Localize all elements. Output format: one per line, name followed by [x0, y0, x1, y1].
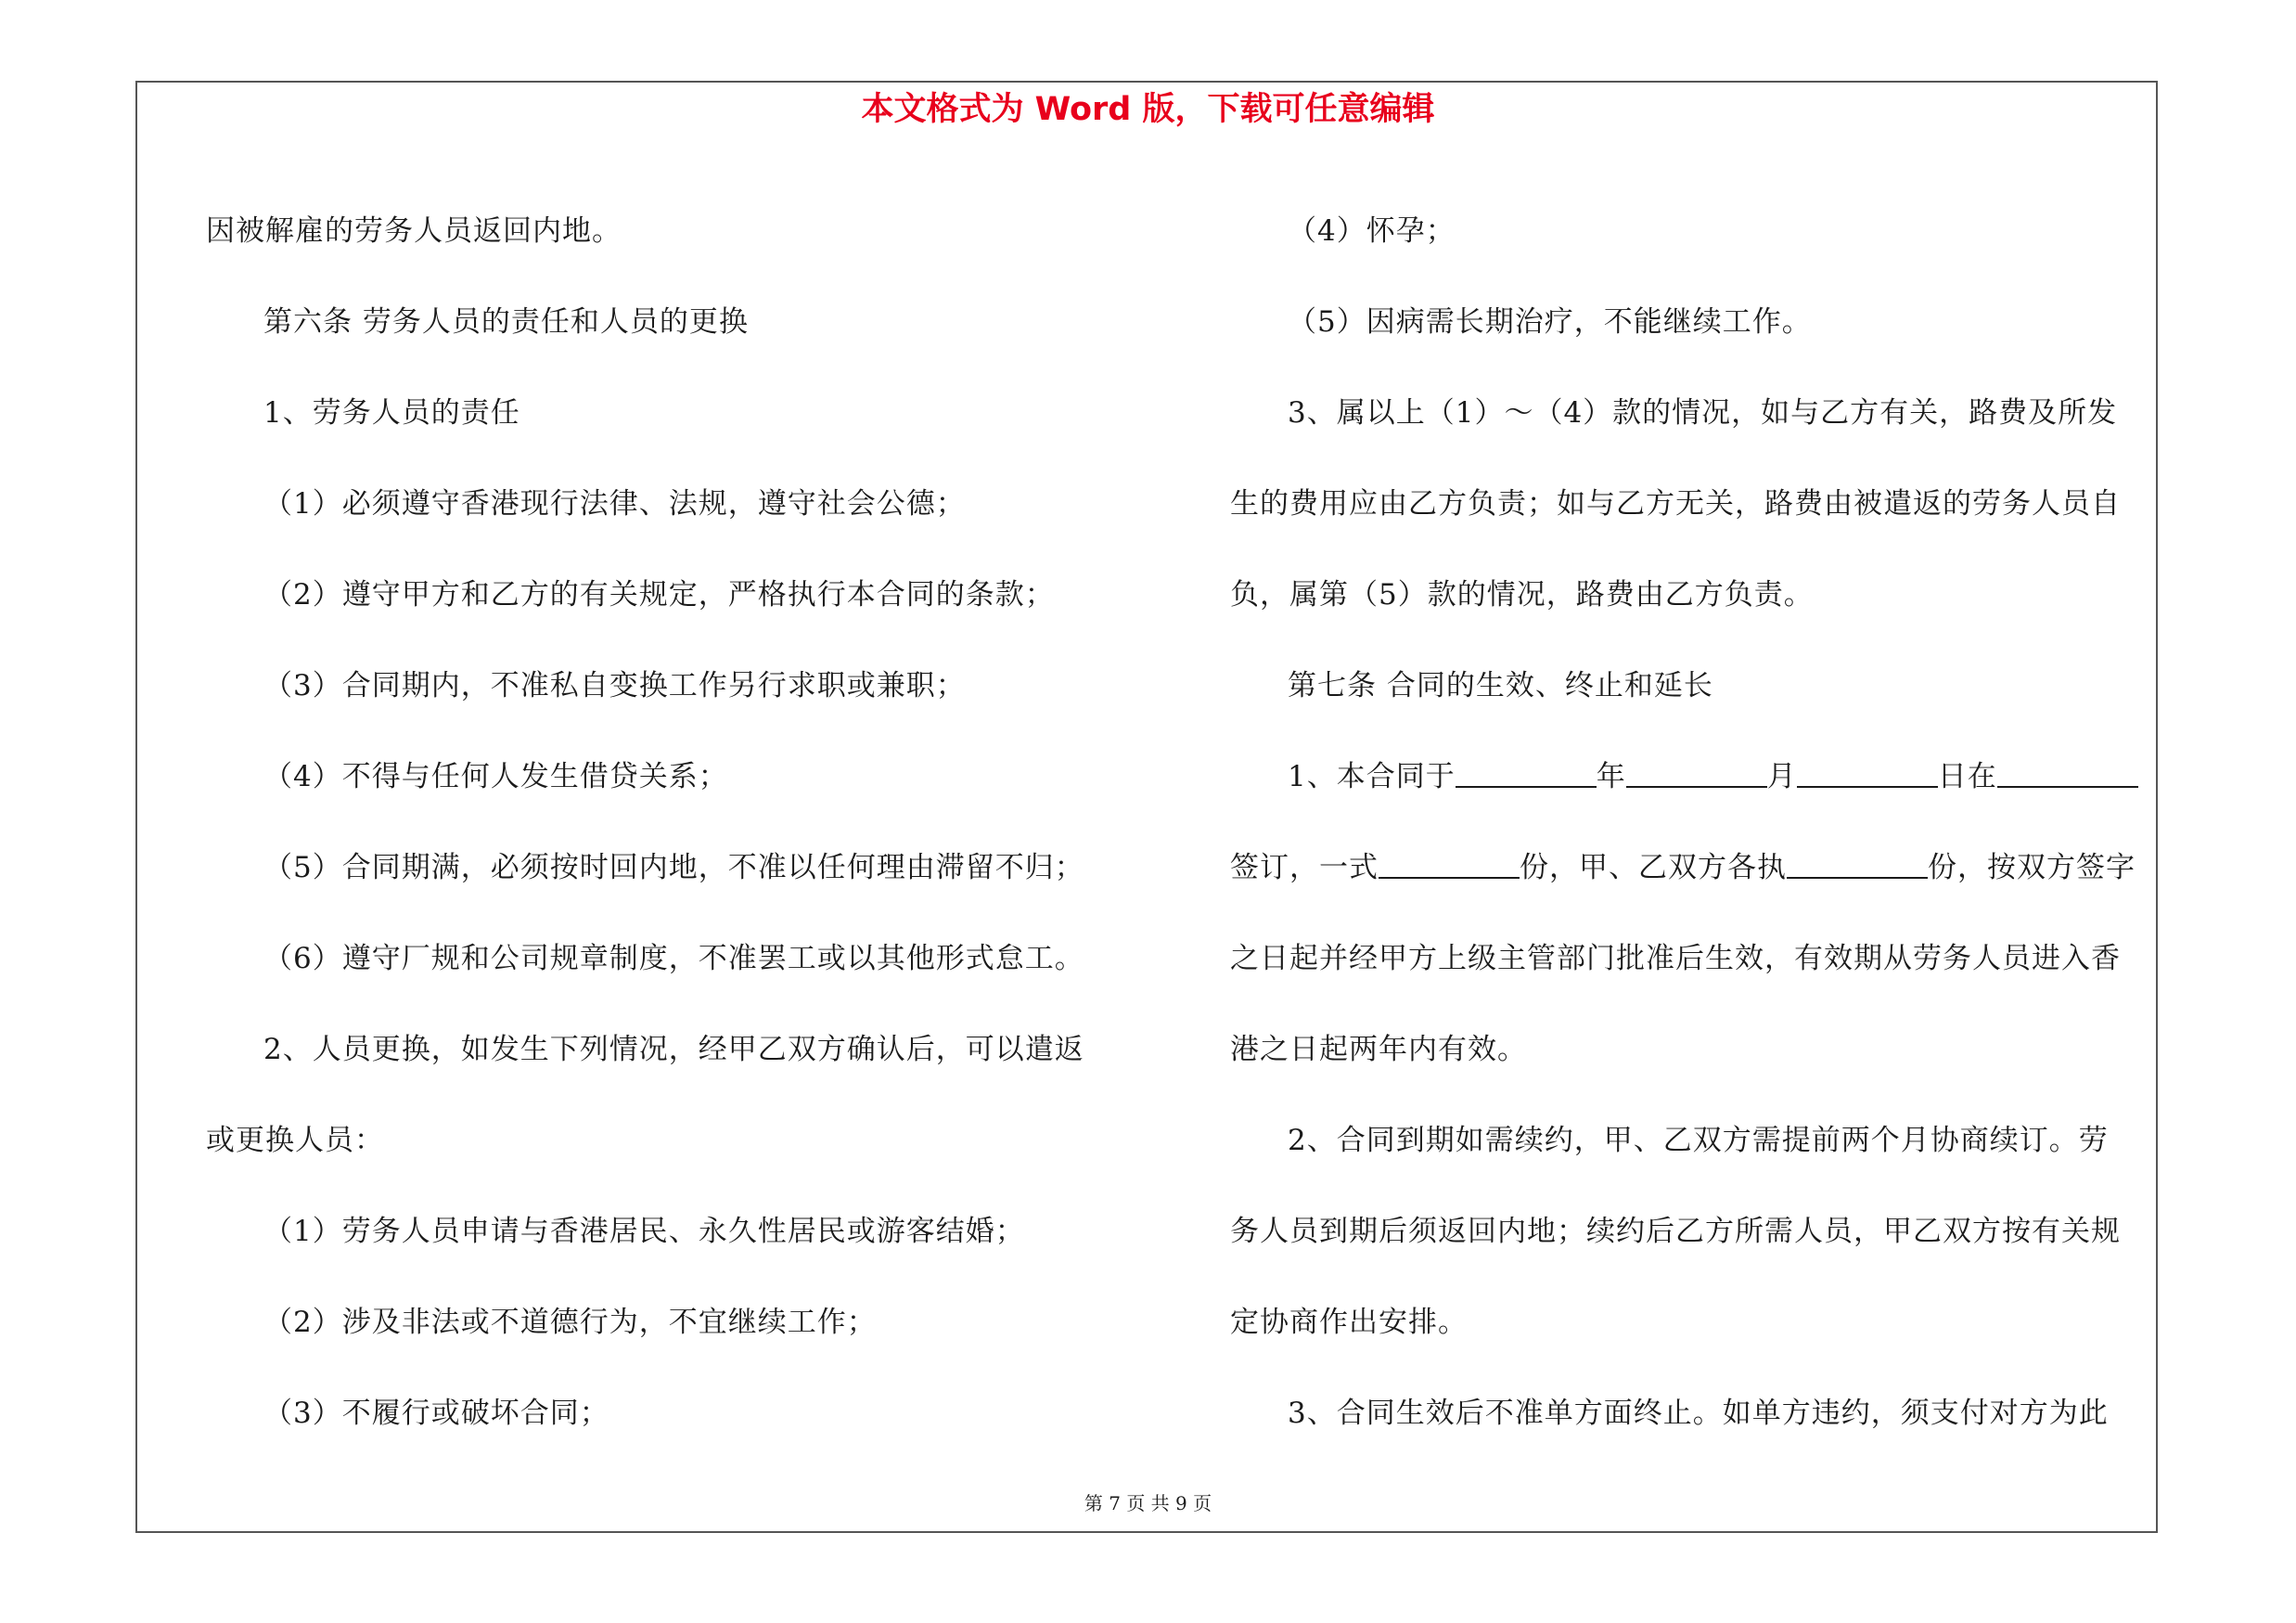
section-heading: 第七条 合同的生效、终止和延长 [1288, 669, 1713, 702]
copies-middle: 份，甲、乙双方各执 [1520, 851, 1787, 884]
paragraph-line: 或更换人员： [206, 1124, 384, 1157]
list-item: （2）遵守甲方和乙方的有关规定，严格执行本合同的条款； [263, 578, 1055, 612]
copies-blank [1379, 851, 1520, 879]
year-blank [1456, 760, 1597, 788]
paragraph-line: 3、属以上（1）～（4）款的情况，如与乙方有关，路费及所发 [1288, 396, 2118, 430]
sign-date-line [1230, 731, 2150, 822]
list-item: （3）不履行或破坏合同； [263, 1397, 609, 1430]
copies-prefix: 签订，一式 [1230, 851, 1379, 884]
list-item: （4）怀孕； [1288, 214, 1456, 248]
paragraph-line: 港之日起两年内有效。 [1230, 1033, 1527, 1066]
month-label: 月 [1766, 760, 1797, 793]
paragraph-line: 2、合同到期如需续约，甲、乙双方需提前两个月协商续订。劳 [1288, 1124, 2109, 1157]
copies-line [1230, 822, 2150, 913]
list-item: （6）遵守厂规和公司规章制度，不准罢工或以其他形式怠工。 [263, 942, 1084, 975]
list-item: （4）不得与任何人发生借贷关系； [263, 760, 728, 793]
list-item: （3）合同期内，不准私自变换工作另行求职或兼职； [263, 669, 966, 702]
day-at-label: 日在 [1937, 760, 1997, 793]
year-label: 年 [1596, 760, 1626, 793]
each-copies-blank [1787, 851, 1928, 879]
paragraph-line: 负，属第（5）款的情况，路费由乙方负责。 [1230, 578, 1814, 612]
copies-suffix: 份，按双方签字 [1928, 851, 2136, 884]
page-number: 第 7 页 共 9 页 [1084, 1492, 1212, 1514]
paragraph-line: 之日起并经甲方上级主管部门批准后生效，有效期从劳务人员进入香 [1230, 942, 2121, 975]
sign-prefix: 1、本合同于 [1288, 760, 1456, 793]
paragraph-line: 生的费用应由乙方负责；如与乙方无关，路费由被遣返的劳务人员自 [1230, 487, 2121, 521]
paragraph-line: 务人员到期后须返回内地；续约后乙方所需人员，甲乙双方按有关规 [1230, 1215, 2121, 1248]
list-item: （2）涉及非法或不道德行为，不宜继续工作； [263, 1306, 877, 1339]
place-blank [1997, 760, 2138, 788]
day-blank [1797, 760, 1938, 788]
list-item: （1）劳务人员申请与香港居民、永久性居民或游客结婚； [263, 1215, 1025, 1248]
list-item: （1）必须遵守香港现行法律、法规，遵守社会公德； [263, 487, 966, 521]
left-column [206, 186, 1124, 1459]
paragraph-line: 3、合同生效后不准单方面终止。如单方违约，须支付对方为此 [1288, 1397, 2109, 1430]
list-item: （5）因病需长期治疗，不能继续工作。 [1288, 305, 1812, 339]
month-blank [1626, 760, 1767, 788]
subsection-heading: 1、劳务人员的责任 [263, 396, 520, 430]
list-item: （5）合同期满，必须按时回内地，不准以任何理由滞留不归； [263, 851, 1084, 884]
paragraph-line: 2、人员更换，如发生下列情况，经甲乙双方确认后，可以遣返 [263, 1033, 1084, 1066]
paragraph-line: 因被解雇的劳务人员返回内地。 [206, 214, 622, 248]
format-banner: 本文格式为 Word 版，下载可任意编辑 [861, 91, 1435, 128]
section-heading: 第六条 劳务人员的责任和人员的更换 [263, 305, 749, 339]
right-column [1230, 186, 2150, 1459]
paragraph-line: 定协商作出安排。 [1230, 1306, 1468, 1339]
